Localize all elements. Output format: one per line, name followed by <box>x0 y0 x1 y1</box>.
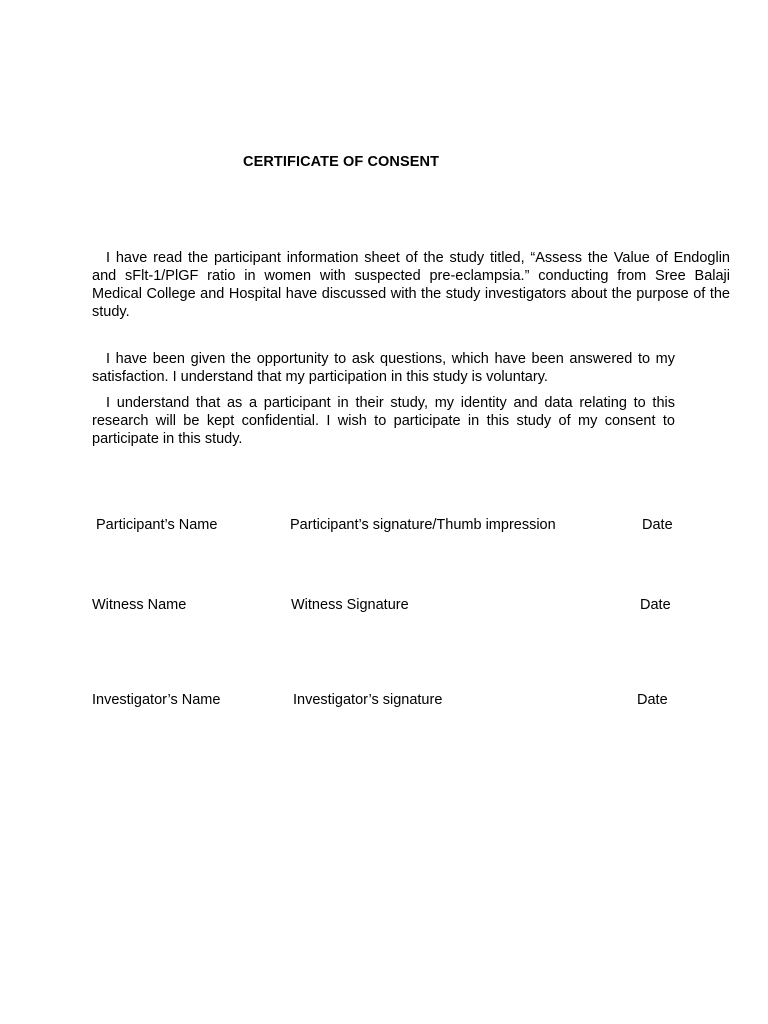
investigator-signature-label: Investigator’s signature <box>293 692 443 708</box>
participant-signature-label: Participant’s signature/Thumb impression <box>290 517 556 533</box>
witness-date-label: Date <box>640 597 671 613</box>
consent-paragraph-confidentiality: I understand that as a participant in their study, my identity and data relating to this research will be kept confidential. I wish to participate in this study of my consent to participate in this study. <box>92 395 675 447</box>
investigator-name-label: Investigator’s Name <box>92 692 221 708</box>
witness-name-label: Witness Name <box>92 597 187 613</box>
document-title: CERTIFICATE OF CONSENT <box>243 154 440 170</box>
consent-paragraph-study-info: I have read the participant information sheet of the study titled, “Assess the Value of Endoglin and sFlt-1/PlGF ratio in women with suspected pre-eclampsia.” conducting from Sree Balaji Medical College and Hospital have discussed with the study investigators about the purpose of the study. <box>92 250 730 320</box>
participant-date-label: Date <box>642 517 673 533</box>
consent-paragraph-questions: I have been given the opportunity to ask questions, which have been answered to my satisfaction. I understand that my participation in this study is voluntary. <box>92 351 675 385</box>
participant-name-label: Participant’s Name <box>96 517 218 533</box>
investigator-date-label: Date <box>637 692 668 708</box>
witness-signature-label: Witness Signature <box>291 597 409 613</box>
